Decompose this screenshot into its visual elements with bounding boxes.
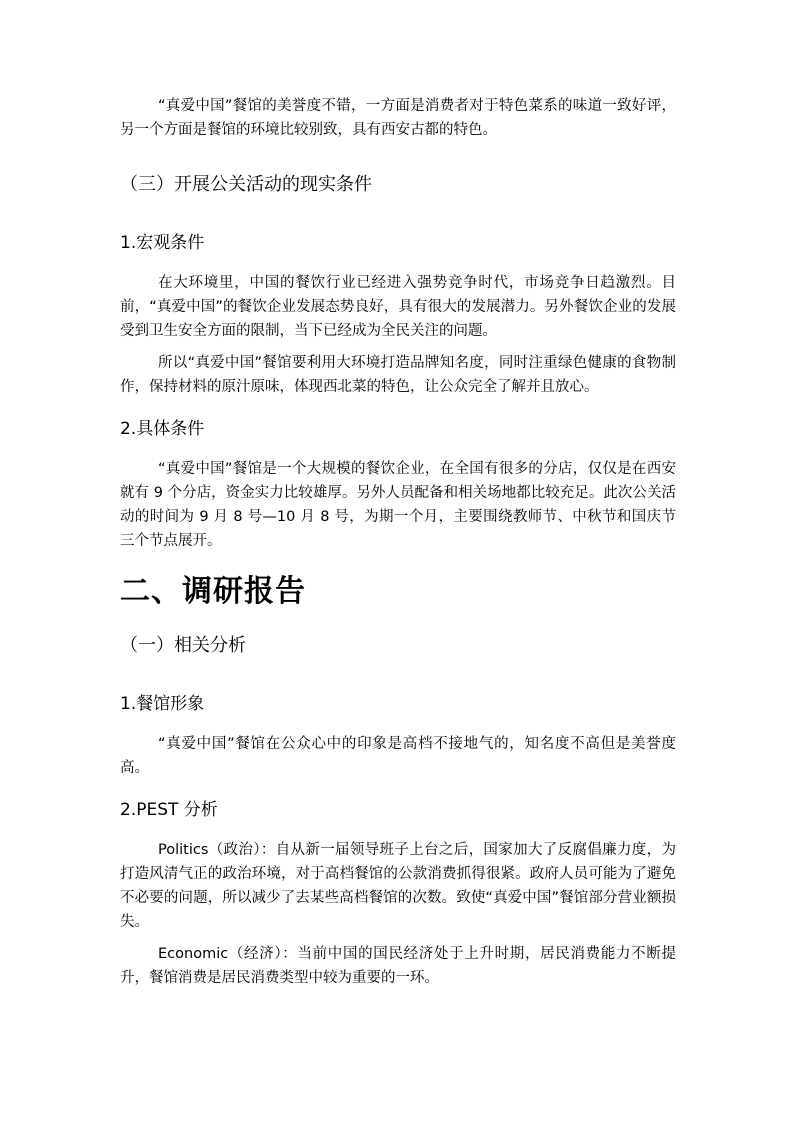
specific-paragraph: “真爱中国”餐馆是一个大规模的餐饮企业，在全国有很多的分店，仅仅是在西安就有 9 个分店，资金实力比较雄厚。另外人员配备和相关场地都比较充足。此次公关活动的时间为 9 月 8 号—10 月 8 号，为期一个月，主要围绕教师节、中秋节和国庆节三个节点展开。 xyxy=(120,461,676,549)
subheading-restaurant-image: 1.餐馆形象 xyxy=(120,694,205,714)
intro-paragraph: “真爱中国”餐馆的美誉度不错，一方面是消费者对于特色菜系的味道一致好评，另一个方面是餐馆的环境比较别致，具有西安古都的特色。 xyxy=(120,98,676,138)
image-paragraph: “真爱中国”餐馆在公众心中的印象是高档不接地气的，知名度不高但是美誉度高。 xyxy=(120,736,676,776)
economic-paragraph: Economic（经济）：当前中国的国民经济处于上升时期，居民消费能力不断提升，餐馆消费是居民消费类型中较为重要的一环。 xyxy=(120,946,676,986)
chapter-heading-research-report: 二、调研报告 xyxy=(120,574,306,609)
section-heading-conditions: （三）开展公关活动的现实条件 xyxy=(120,174,372,195)
macro-paragraph-1: 在大环境里，中国的餐饮行业已经进入强势竞争时代，市场竞争日趋激烈。目前，“真爱中国”的餐饮企业发展态势良好，具有很大的发展潜力。另外餐饮企业的发展受到卫生安全方面的限制，当下已经成为全民关注的问题。 xyxy=(120,275,676,339)
subheading-pest-analysis: 2.PEST 分析 xyxy=(120,800,218,820)
subheading-macro-conditions: 1.宏观条件 xyxy=(120,233,205,253)
document-page xyxy=(120,94,676,990)
politics-paragraph: Politics（政治）：自从新一届领导班子上台之后，国家加大了反腐倡廉力度，为打造风清气正的政治环境，对于高档餐馆的公款消费抓得很紧。政府人员可能为了避免不必要的问题，所以减少了去某些高档餐馆的次数。致使“真爱中国”餐馆部分营业额损失。 xyxy=(120,842,676,930)
macro-paragraph-2: 所以“真爱中国”餐馆要利用大环境打造品牌知名度，同时注重绿色健康的食物制作，保持材料的原汁原味，体现西北菜的特色，让公众完全了解并且放心。 xyxy=(120,355,676,395)
section-heading-analysis: （一）相关分析 xyxy=(120,635,246,656)
subheading-specific-conditions: 2.具体条件 xyxy=(120,419,205,439)
